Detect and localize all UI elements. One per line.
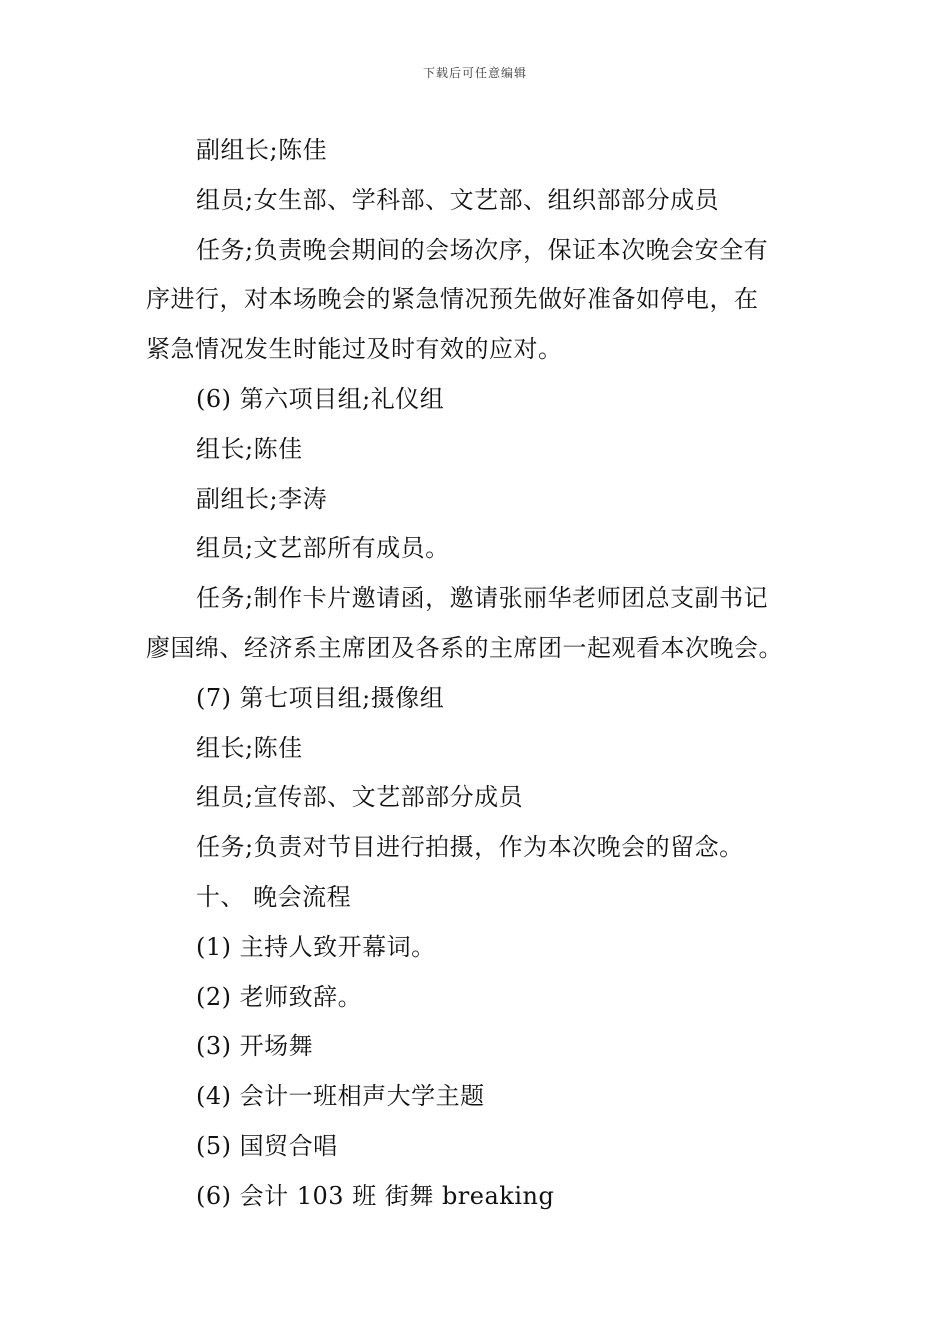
text-line: (3) 开场舞 — [196, 1032, 314, 1061]
text-line: 任务;负责晚会期间的会场次序，保证本次晚会安全有 — [196, 235, 769, 264]
text-line: 任务;负责对节目进行拍摄，作为本次晚会的留念。 — [196, 833, 744, 862]
text-line: 副组长;李涛 — [196, 484, 328, 513]
text-line: (1) 主持人致开幕词。 — [196, 932, 436, 961]
text-line: (2) 老师致辞。 — [196, 982, 363, 1011]
text-line: 序进行，对本场晚会的紧急情况预先做好准备如停电，在 — [146, 285, 759, 314]
text-line: (5) 国贸合唱 — [196, 1131, 338, 1160]
text-line: 组员;宣传部、文艺部部分成员 — [196, 783, 524, 812]
text-line: 任务;制作卡片邀请函，邀请张丽华老师团总支副书记 — [196, 584, 769, 613]
text-line: (4) 会计一班相声大学主题 — [196, 1082, 485, 1111]
text-line: 组员;文艺部所有成员。 — [196, 534, 450, 563]
text-line: 廖国绵、经济系主席团及各系的主席团一起观看本次晚会。 — [146, 633, 783, 662]
text-line: 组员;女生部、学科部、文艺部、组织部部分成员 — [196, 185, 720, 214]
text-line: (6) 第六项目组;礼仪组 — [196, 384, 445, 413]
text-line: (6) 会计 103 班 街舞 breaking — [196, 1181, 555, 1210]
text-line: 组长;陈佳 — [196, 434, 303, 463]
page-header: 下载后可任意编辑 — [422, 66, 527, 80]
text-line: 紧急情况发生时能过及时有效的应对。 — [146, 335, 563, 364]
document-body — [146, 126, 808, 1222]
text-line: 十、 晚会流程 — [196, 882, 352, 911]
text-line: 组长;陈佳 — [196, 733, 303, 762]
text-line: (7) 第七项目组;摄像组 — [196, 683, 445, 712]
text-line: 副组长;陈佳 — [196, 136, 328, 164]
